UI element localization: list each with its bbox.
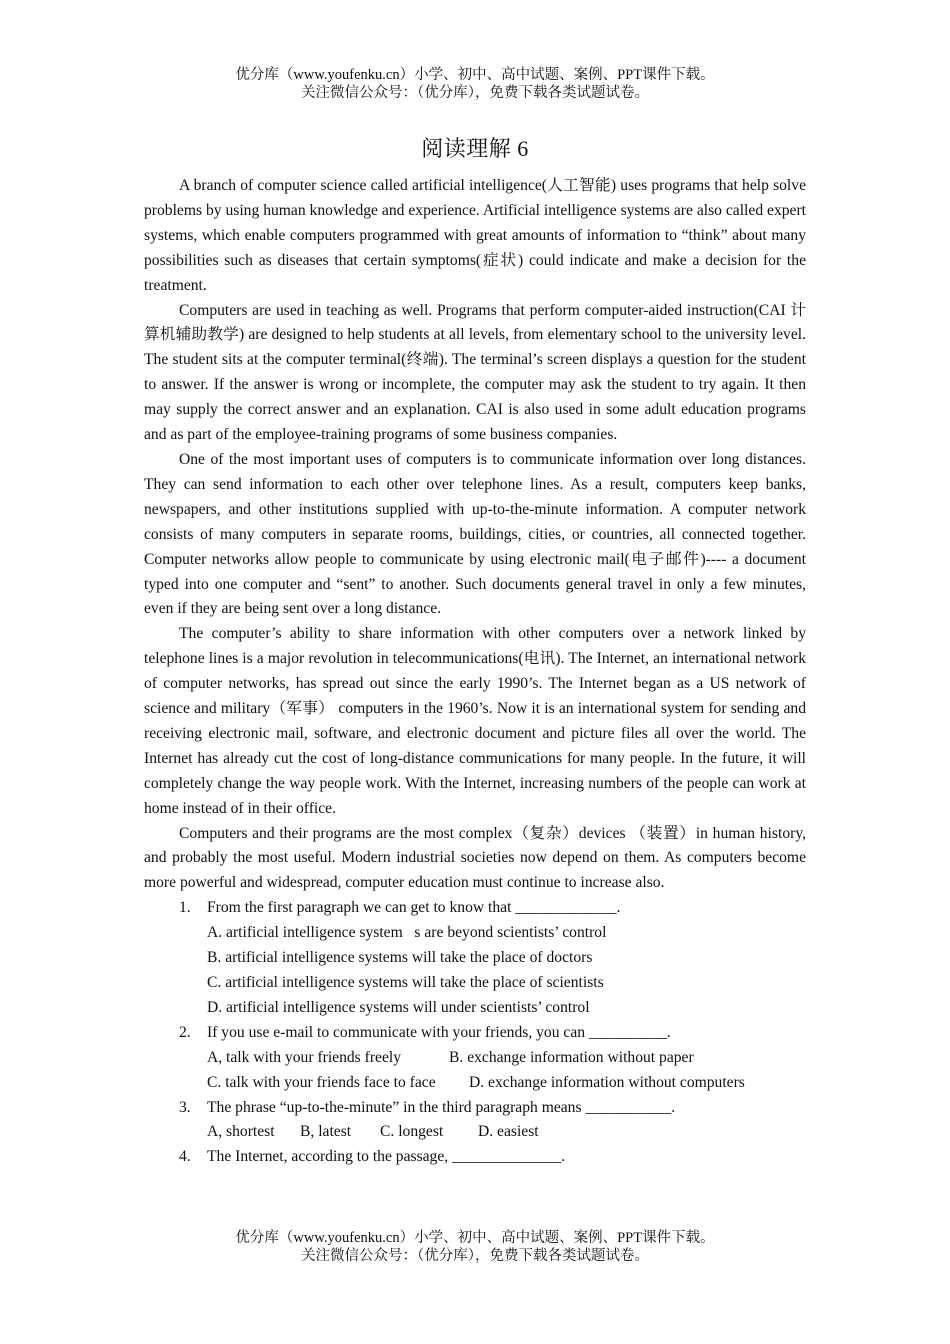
- question-1: [144, 896, 806, 1021]
- option-c: C. talk with your friends face to face: [207, 1073, 436, 1091]
- paragraph: Computers are used in teaching as well. Programs that perform computer-aided instruction(CAI 计算机辅助教学) are designed to help students at all levels, from elementary school to the university level. The student sits at the computer terminal(终端). The terminal’s screen displays a question for the student to answer. If the answer is wrong or incomplete, the computer may ask the student to try again. It then may supply the correct answer and an explanation. CAI is also used in some adult education programs and as part of the employee-training programs of some business companies.: [144, 301, 806, 444]
- page-footer: [0, 1229, 950, 1265]
- option-row: [207, 1046, 806, 1071]
- option-row: [207, 1071, 806, 1096]
- paragraph: A branch of computer science called artificial intelligence(人工智能) uses programs that help solve problems by using human knowledge and experience. Artificial intelligence systems are also called expert systems, which enable computers programmed with great amounts of information to “think” about many possibilities such as diseases that certain symptoms(症状) could indicate and make a decision for the treatment.: [144, 177, 806, 294]
- question-3: [144, 1096, 806, 1146]
- page-title: 阅读理解 6: [421, 136, 529, 161]
- reading-passage: [144, 174, 806, 1170]
- option-b: B. artificial intelligence systems will take the place of doctors: [207, 949, 593, 967]
- question-stem: The phrase “up-to-the-minute” in the third paragraph means ___________.: [207, 1098, 676, 1116]
- option-a: A, shortest: [207, 1123, 275, 1141]
- question-number: 4.: [179, 1148, 191, 1166]
- question-stem: The Internet, according to the passage, ______________.: [207, 1148, 566, 1166]
- footer-line-2: 关注微信公众号：（优分库），免费下载各类试题试卷。: [301, 1248, 649, 1264]
- header-line-2: 关注微信公众号：（优分库），免费下载各类试题试卷。: [301, 85, 649, 101]
- question-number: 3.: [179, 1098, 191, 1116]
- option-row: [207, 1120, 806, 1145]
- option-a: A, talk with your friends freely: [207, 1048, 402, 1066]
- question-4: [144, 1145, 806, 1170]
- paragraph: One of the most important uses of computers is to communicate information over long distances. They can send information to each other over telephone lines. As a result, computers keep banks, newspapers, and other institutions supplied with up-to-the-minute information. A computer network consists of many computers in separate rooms, buildings, cities, or countries, all connected together. Computer networks allow people to communicate by using electronic mail(电子邮件)---- a document typed into one computer and “sent” to another. Such documents general travel in only a few minutes, even if they are being sent over a long distance.: [144, 450, 806, 618]
- question-number: 2.: [179, 1023, 191, 1041]
- page-header: [0, 66, 950, 102]
- option-d: D. exchange information without computers: [469, 1073, 745, 1091]
- footer-line-1: 优分库（www.youfenku.cn）小学、初中、高中试题、案例、PPT课件下载。: [235, 1230, 715, 1246]
- option-c: C. longest: [380, 1123, 444, 1141]
- option-c: C. artificial intelligence systems will take the place of scientists: [207, 974, 604, 991]
- option-b: B, latest: [300, 1123, 352, 1141]
- question-2: [144, 1021, 806, 1096]
- question-number: 1.: [179, 899, 191, 917]
- question-stem: From the first paragraph we can get to know that _____________.: [207, 899, 621, 917]
- option-a: A. artificial intelligence system s are beyond scientists’ control: [207, 924, 607, 942]
- header-line-1: 优分库（www.youfenku.cn）小学、初中、高中试题、案例、PPT课件下载。: [235, 67, 715, 83]
- option-b: B. exchange information without paper: [449, 1048, 694, 1066]
- question-stem: If you use e-mail to communicate with your friends, you can __________.: [207, 1023, 671, 1041]
- question-list: [144, 896, 806, 1170]
- option-d: D. artificial intelligence systems will under scientists’ control: [207, 998, 590, 1016]
- option-d: D. easiest: [478, 1123, 539, 1141]
- paragraph: The computer’s ability to share information with other computers over a network linked by telephone lines is a major revolution in telecommunications(电讯). The Internet, an international network of computer networks, has spread out since the early 1990’s. The Internet began as a US network of science and military（军事） computers in the 1960’s. Now it is an international system for sending and receiving electronic mail, software, and electronic document and picture files all over the world. The Internet has already cut the cost of long-distance communications for many people. In the future, it will completely change the way people work. With the Internet, increasing numbers of the people can work at home instead of in their office.: [144, 625, 806, 817]
- paragraph: Computers and their programs are the most complex（复杂）devices （装置）in human history, and probably the most useful. Modern industrial societies now depend on them. As computers become more powerful and widespread, computer education must continue to increase also.: [144, 824, 806, 892]
